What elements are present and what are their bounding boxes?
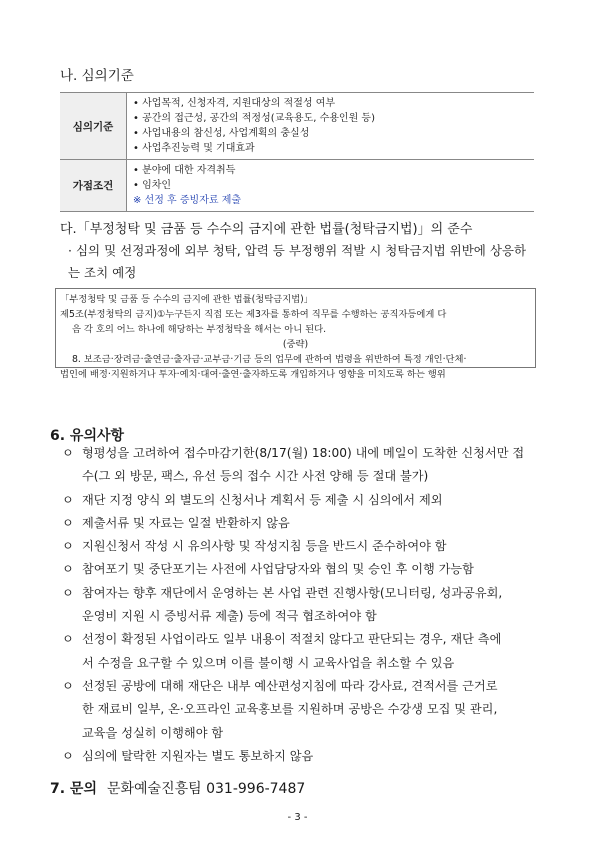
criteria-item: • 공간의 접근성, 공간의 적정성(교육용도, 수용인원 등) [133,113,375,124]
note-marker: ㅇ [62,515,74,530]
law-article: 제5조(부정청탁의 금지)①누구든지 직접 또는 제3자를 통하여 직무를 수행하는 공직자등에게 다 [60,309,447,320]
bonus-item: • 분야에 대한 자격취득 [133,165,236,176]
note-text: 참여포기 및 중단포기는 사전에 사업담당자와 협의 및 승인 후 이행 가능함 [82,562,474,577]
contact-info: 문화예술진흥팀 031-996-7487 [106,781,306,797]
note-item [62,489,542,512]
note-text: 선정이 확정된 사업이라도 일부 내용이 적절치 않다고 판단되는 경우, 재단 측에 [82,632,502,647]
note-item [62,628,542,675]
note-marker: ㅇ [62,748,74,763]
criteria-item: • 사업목적, 신청자격, 지원대상의 적절성 여부 [133,98,336,109]
law-excerpt-box [55,288,536,380]
law-item-8-cont: 법인에 배정·지원하거나 투자·예치·대여·출연·출자하도록 개입하거나 영향을 미치도록 하는 행위 [60,369,446,380]
note-text: 형평성을 고려하여 접수마감기한(8/17(월) 18:00) 내에 메일이 도착한 신청서만 접 [82,446,525,460]
bonus-row [60,160,534,212]
note-marker: ㅇ [62,585,74,600]
bonus-values [127,160,535,212]
note-item [62,745,542,768]
note-marker: ㅇ [62,539,74,554]
note-item [62,558,542,581]
bonus-note: ※ 선정 후 증빙자료 제출 [133,195,242,206]
section-heading-notes: 6. 유의사항 [50,428,125,444]
contact-heading: 7. 문의 [50,781,97,797]
note-item [62,512,542,535]
law-title: 「부정청탁 및 금품 등 수수의 금지에 관한 법률(청탁금지법)」 [60,294,314,305]
criteria-values [127,93,535,160]
page-number: - 3 - [287,812,308,823]
law-omission: (중략) [282,339,309,350]
section-heading-criteria: 나. 심의기준 [60,68,134,84]
criteria-item: • 사업추진능력 및 기대효과 [133,143,255,154]
law-article-cont: 음 각 호의 어느 하나에 해당하는 부정청탁을 해서는 아니 된다. [72,324,327,335]
bonus-label: 가점조건 [60,160,127,212]
note-text: 참여자는 향후 재단에서 운영하는 본 사업 관련 진행사항(모니터링, 성과공유회, [82,585,503,600]
note-text: 수(그 외 방문, 팩스, 유선 등의 접수 시간 사전 양해 등 절대 불가) [82,469,429,484]
note-marker: ㅇ [62,632,74,647]
law-compliance-note: · 심의 및 선정과정에 외부 청탁, 압력 등 부정행위 적발 시 청탁금지법 위반에 상응하는 조치 예정 [68,243,527,280]
note-text: 한 재료비 일부, 온·오프라인 교육홍보를 지원하며 공방은 수강생 모집 및 관리, [82,702,498,717]
criteria-row [60,93,534,160]
criteria-table [60,92,534,212]
note-item [62,582,542,629]
note-marker: ㅇ [62,678,74,693]
note-text: 재단 지정 양식 외 별도의 신청서나 계획서 등 제출 시 심의에서 제외 [82,492,443,507]
note-text: 교육을 성실히 이행해야 함 [82,725,224,740]
criteria-label: 심의기준 [60,93,127,160]
note-marker: ㅇ [62,562,74,577]
note-item [62,675,542,745]
note-marker: ㅇ [62,492,74,507]
note-text: 서 수정을 요구할 수 있으며 이를 불이행 시 교육사업을 취소할 수 있음 [82,655,455,670]
note-item [62,442,542,489]
law-item-8: 8. 보조금·장려금·출연금·출자금·교부금·기금 등의 업무에 관하여 법령을 위반하여 특정 개인·단체· [72,354,467,365]
note-text: 지원신청서 작성 시 유의사항 및 작성지침 등을 반드시 준수하여야 함 [82,539,447,554]
bonus-item: • 임차인 [133,180,172,191]
contact-line [50,778,305,798]
section-heading-law: 다.「부정청탁 및 금품 등 수수의 금지에 관한 법률(청탁금지법)」의 준수 [60,222,473,237]
note-text: 제출서류 및 자료는 일절 반환하지 않음 [82,515,290,530]
note-text: 심의에 탈락한 지원자는 별도 통보하지 않음 [82,748,314,763]
note-text: 운영비 지원 시 증빙서류 제출) 등에 적극 협조하여야 함 [82,609,377,624]
criteria-item: • 사업내용의 참신성, 사업계획의 충실성 [133,128,310,139]
note-item [62,535,542,558]
notes-list [62,442,542,768]
note-text: 선정된 공방에 대해 재단은 내부 예산편성지침에 따라 강사료, 견적서를 근거로 [82,678,498,693]
note-marker: ㅇ [62,446,74,460]
